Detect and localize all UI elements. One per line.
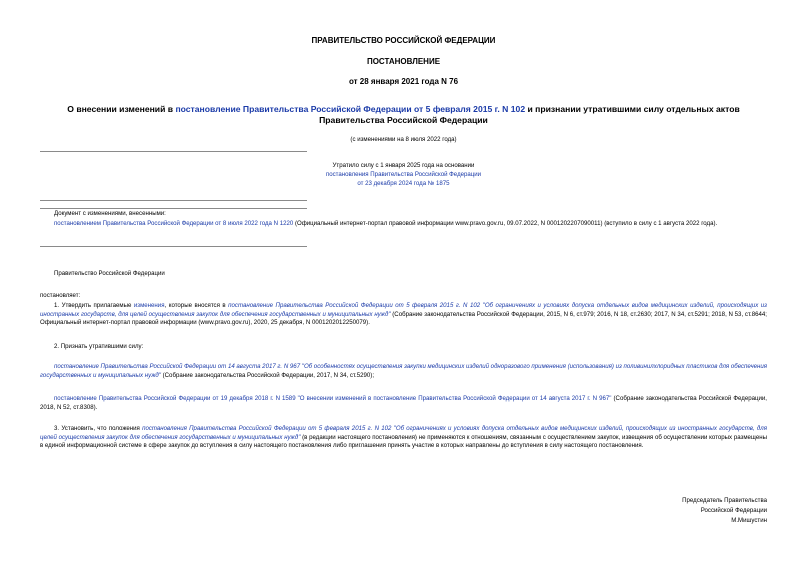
signature-org: Российской Федерации (700, 507, 767, 514)
expired-link[interactable]: постановления Правительства Российской Федерации (325, 170, 482, 178)
paragraph-2b (40, 395, 767, 412)
p1-resolution-link[interactable]: постановление Правительства Российской Федерации от 5 февраля 2015 г. N 102 "Об ограничениях и условиях допуска отдельных видов медицинских изделий, происходящих из иностранных государств, для целей осуществления закупок для обеспечения государственных и муниципальных нужд" (40, 302, 768, 318)
paragraph-3 (40, 425, 767, 451)
p1-changes-link[interactable]: изменения (133, 302, 165, 309)
p2a-source: (Собрание законодательства Российской Федерации, 2017, N 34, ст.5290); (160, 371, 375, 379)
signature-position: Председатель Правительства (682, 497, 767, 504)
signature-block (567, 496, 767, 526)
divider (40, 208, 307, 209)
divider (40, 151, 307, 152)
paragraph-2: 2. Признать утратившими силу: (54, 343, 144, 350)
document-date-number: от 28 января 2021 года N 76 (348, 77, 459, 86)
p1-text: 1. Утвердить прилагаемые (54, 302, 134, 309)
changes-source: (Официальный интернет-портал правовой информации www.pravo.gov.ru, 09.07.2022, N 0001202207090011) (вступило в силу с 1 августа 2022 года). (293, 220, 718, 227)
amended-note: (с изменениями на 8 июля 2022 года) (350, 136, 457, 143)
p1-source: (Собрание законодательства Российской Федерации, 2015, N 6, ст.979; 2016, N 18, ст.2630; 2017, N 34, ст.5291; 2018, N 53, ст.8644; Официальный интернет-портал правовой информации (www.pravo.gov.ru), 2020, 25 декабря, N 0001202012250079). (40, 310, 768, 327)
title-prefix: О внесении изменений в (67, 104, 176, 114)
expired-link-date[interactable]: от 23 декабря 2024 года № 1875 (357, 179, 450, 187)
p1-text: , которые вносятся в (164, 302, 229, 309)
changes-text (40, 220, 767, 229)
p3-link[interactable]: постановления Правительства Российской Федерации от 5 февраля 2015 г. N 102 "Об ограничениях и условиях допуска отдельных видов медицинских изделий, происходящих из иностранных государств, для целей осуществления закупок для обеспечения государственных и муниципальных нужд" (40, 425, 767, 441)
p2a-link[interactable]: постановление Правительства Российской Федерации от 14 августа 2017 г. N 967 "Об особенностях осуществления закупки медицинских изделий одноразового применения (использования) из поливинилхлоридных пластиков для обеспечения государственных и муниципальных нужд" (40, 363, 767, 379)
changes-link[interactable]: постановлением Правительства Российской Федерации от 8 июля 2022 года N 1220 (54, 220, 294, 227)
paragraph-2a (40, 363, 767, 380)
document-type: ПОСТАНОВЛЕНИЕ (366, 57, 441, 66)
p3-text: (в редакции настоящего постановления) не применяются к отношениям, связанным с осуществлением закупок, извещения об осуществлении которых размещены в единой информационной системе в сфере закупок до вступления в силу настоящего постановления либо приглашения принять участие в которых направлены до вступления в силу настоящего постановления. (40, 433, 767, 450)
expired-note (0, 162, 807, 188)
signature-name: М.Мишустин (731, 517, 767, 524)
paragraph-1 (40, 302, 767, 328)
changes-heading: Документ с изменениями, внесенными: (54, 210, 166, 217)
p2b-source: (Собрание законодательства Российской Федерации, 2018, N 52, ст.8308). (40, 395, 767, 411)
p2b-link[interactable]: постановление Правительства Российской Федерации от 19 декабря 2018 г. N 1589 "О внесении изменений в постановление Правительства Российской Федерации от 14 августа 2017 г. N 967" (54, 395, 612, 402)
p3-text: 3. Установить, что положения (54, 425, 143, 432)
divider (40, 200, 307, 201)
government-heading: ПРАВИТЕЛЬСТВО РОССИЙСКОЙ ФЕДЕРАЦИИ (311, 36, 496, 45)
government-name: Правительство Российской Федерации (54, 270, 165, 277)
document-title (40, 104, 767, 126)
expired-line: Утратило силу с 1 января 2025 года на основании (332, 162, 475, 169)
title-suffix: и признании утратившими силу отдельных актов Правительства Российской Федерации (319, 104, 740, 125)
resolves-text: постановляет: (40, 292, 81, 299)
title-link[interactable]: постановление Правительства Российской Федерации от 5 февраля 2015 г. N 102 (175, 104, 526, 114)
divider (40, 246, 307, 247)
